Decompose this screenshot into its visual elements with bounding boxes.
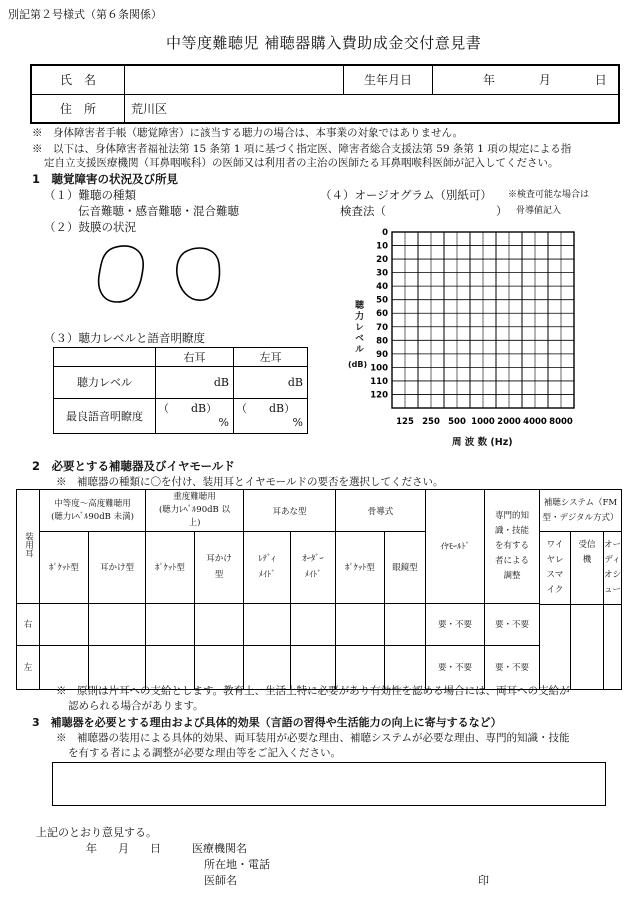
audiogram-x-tick-label: 125 (396, 417, 414, 427)
group-in-ear-header: 耳あな型 (244, 490, 336, 532)
right-cell-4[interactable] (195, 603, 244, 645)
hearing-aid-table (16, 489, 622, 690)
note-doctor-2: 定自立支援医療機関（耳鼻咽喉科）の医師又は利用者の主治の医師たる耳鼻咽喉科医師が記入してください。 (44, 157, 559, 169)
col-audio-shoe: オー ディ オシ ュー (604, 532, 622, 690)
right-cell-2[interactable] (89, 603, 146, 645)
section3-note-2: を有する者による調整が必要な理由等をご記入ください。 (68, 747, 341, 759)
eardrum-drawings (95, 240, 230, 310)
right-ear-header: 右耳 (156, 348, 234, 367)
address-field[interactable]: 荒川区 (125, 94, 620, 123)
right-hearing-level-cell[interactable]: dB (156, 367, 234, 398)
section3-title: 3 補聴器を必要とする理由および具体的効果（言語の習得や生活能力の向上に寄与するなど） (32, 716, 502, 729)
col-earhook-2: 耳かけ 型 (195, 532, 244, 604)
left-ear-header: 左耳 (234, 348, 308, 367)
institution-label: 医療機関名 (192, 842, 247, 855)
col-bone-pocket: ﾎﾟｹｯﾄ型 (336, 532, 385, 604)
dob-field[interactable] (433, 65, 620, 94)
system-header: 補聴システム（FM 型・デジタル方式） (540, 490, 622, 532)
audiogram-x-tick-label: 500 (448, 417, 466, 427)
test-method-close: ） (496, 204, 508, 218)
hearing-level-label: （３）聴力レベルと語音明瞭度 (44, 331, 205, 345)
group-severe-header: 重度難聴用 (聴力ﾚﾍﾞﾙ90dB 以 上) (146, 490, 244, 532)
audiogram-y-tick-label: 80 (376, 336, 388, 347)
right-cell-3[interactable] (146, 603, 195, 645)
address-label: 住 所 (31, 94, 125, 123)
audiogram-y-tick-label: 70 (376, 322, 388, 333)
right-cell-6[interactable] (291, 603, 336, 645)
section1-title: 1 聴覚障害の状況及び所見 (32, 172, 179, 186)
eardrum-right-drawing (177, 248, 220, 300)
section2-note-1: ※ 原則は片耳への支給とします。教育上、生活上特に必要があり有効性を認める場合には、両耳への支給が (56, 685, 570, 697)
test-method-label: 検査法（ (340, 204, 386, 218)
audiogram-y-tick-label: 10 (376, 241, 388, 252)
right-expert-choice[interactable]: 要・不要 (485, 603, 540, 645)
footer-day: 日 (150, 842, 161, 855)
audiogram-x-tick-label: 250 (422, 417, 440, 427)
dob-day: 日 (594, 73, 607, 88)
audiogram-x-tick-label: 4000 (523, 417, 547, 427)
audiogram-label: （４）オージオグラム（別紙可） (320, 188, 492, 202)
right-cell-8[interactable] (385, 603, 426, 645)
section2-note-2: 認められる場合があります。 (68, 700, 204, 712)
section3-note-1: ※ 補聴器の装用による具体的効果、両耳装用が必要な理由、補聴システムが必要な理由、専門的知識・技能 (56, 732, 570, 744)
audiogram-y-tick-label: 110 (370, 376, 388, 387)
audiogram-y-tick-label: 30 (376, 268, 388, 279)
audiogram-x-tick-label: 2000 (497, 417, 521, 427)
col-earhook-1: 耳かけ型 (89, 532, 146, 604)
right-ear-row-label: 右 (17, 603, 40, 645)
audiogram-y-axis-label: 聴力レベル (353, 300, 363, 355)
doctor-label: 医師名 (204, 874, 237, 887)
col-wireless-mic: ワイ ヤレ スマ イク (540, 532, 571, 690)
ear-header: 装用耳 (17, 490, 40, 604)
audio-shoe-cell[interactable] (604, 604, 621, 689)
left-earmold-choice[interactable]: 要・不要 (426, 645, 485, 689)
seal-label: 印 (478, 874, 489, 887)
eardrum-label: （２）鼓膜の状況 (44, 220, 136, 234)
audiogram-note-2: 骨導値記入 (516, 206, 562, 216)
hearing-level-row-label: 聴力レベル (54, 367, 156, 398)
note-doctor-1: ※ 以下は、身体障害者福祉法第 15 条第 1 項に基づく指定医、障害者総合支援法第 59 条第 1 項の規定による指 (32, 143, 572, 155)
col-order-made: ｵｰﾀﾞｰ ﾒｲﾄﾞ (291, 532, 336, 604)
hearing-types[interactable]: 伝音難聴・感音難聴・混合難聴 (78, 204, 239, 218)
footer-statement: 上記のとおり意見する。 (36, 826, 157, 839)
audiogram-x-tick-label: 1000 (471, 417, 495, 427)
dob-label: 生年月日 (344, 65, 433, 94)
personal-info-table (30, 64, 620, 124)
note-handbook: ※ 身体障害者手帳（聴覚障害）に該当する聴力の場合は、本事業の対象ではありません。 (32, 127, 464, 139)
speech-clarity-row-label: 最良語音明瞭度 (54, 398, 156, 433)
section2-title: 2 必要とする補聴器及びイヤモールド (32, 459, 235, 473)
audiogram-y-tick-label: 100 (370, 363, 388, 374)
audiogram-y-tick-label: 0 (382, 228, 388, 238)
receiver-cell[interactable] (571, 604, 603, 689)
name-label: 氏 名 (31, 65, 125, 94)
left-expert-choice[interactable]: 要・不要 (485, 645, 540, 689)
right-speech-clarity-cell[interactable]: （ dB） % (156, 398, 234, 433)
address-phone-label: 所在地・電話 (204, 858, 270, 871)
group-moderate-header: 中等度～高度難聴用 (聴力ﾚﾍﾞﾙ90dB 未満) (40, 490, 146, 532)
name-field[interactable] (125, 65, 344, 94)
col-receiver: 受信 機 (571, 532, 604, 690)
audiogram-y-tick-label: 20 (376, 255, 388, 266)
col-pocket-1: ﾎﾟｹｯﾄ型 (40, 532, 89, 604)
form-number: 別記第２号様式（第６条関係） (8, 8, 162, 21)
test-method-input[interactable] (388, 204, 488, 218)
footer-month: 月 (118, 842, 129, 855)
audiogram-note-1: ※検査可能な場合は (508, 190, 590, 200)
dob-month: 月 (538, 73, 551, 88)
reason-textbox[interactable] (52, 762, 606, 806)
col-glasses: 眼鏡型 (385, 532, 426, 604)
group-bone-header: 骨導式 (336, 490, 426, 532)
right-cell-1[interactable] (40, 603, 89, 645)
eardrum-left-drawing (99, 246, 144, 302)
hearing-type-label: （１）難聴の種類 (44, 188, 136, 202)
left-speech-clarity-cell[interactable]: （ dB） % (234, 398, 308, 433)
audiogram-chart[interactable] (340, 228, 580, 448)
audiogram-x-tick-label: 8000 (549, 417, 573, 427)
audiogram-x-axis-label: 周 波 数 (Hz) (452, 437, 513, 448)
audiogram-y-tick-label: 90 (376, 349, 388, 360)
right-earmold-choice[interactable]: 要・不要 (426, 603, 485, 645)
right-cell-7[interactable] (336, 603, 385, 645)
dob-year: 年 (483, 73, 496, 88)
audiogram-y-tick-label: 120 (370, 390, 388, 401)
right-cell-5[interactable] (244, 603, 291, 645)
page-title: 中等度難聴児 補聴器購入費助成金交付意見書 (166, 34, 482, 52)
left-ear-row-label: 左 (17, 645, 40, 689)
audiogram-y-axis-unit: (dB) (348, 360, 368, 369)
section2-instruction: ※ 補聴器の種類に〇を付け、装用耳とイヤモールドの要否を選択してください。 (56, 476, 444, 488)
expert-header: 専門的知 識・技能 を有する 者による 調整 (485, 490, 540, 604)
audiogram-y-tick-label: 60 (376, 309, 388, 320)
earmold-header: ｲﾔﾓｰﾙﾄﾞ (426, 490, 485, 604)
col-ready-made: ﾚﾃﾞｨ ﾒｲﾄﾞ (244, 532, 291, 604)
wireless-mic-cell[interactable] (540, 604, 570, 689)
footer-year: 年 (86, 842, 97, 855)
audiogram-y-tick-label: 40 (376, 282, 388, 293)
left-hearing-level-cell[interactable]: dB (234, 367, 308, 398)
col-pocket-2: ﾎﾟｹｯﾄ型 (146, 532, 195, 604)
audiogram-y-tick-label: 50 (376, 295, 388, 306)
hearing-level-table (53, 347, 308, 434)
